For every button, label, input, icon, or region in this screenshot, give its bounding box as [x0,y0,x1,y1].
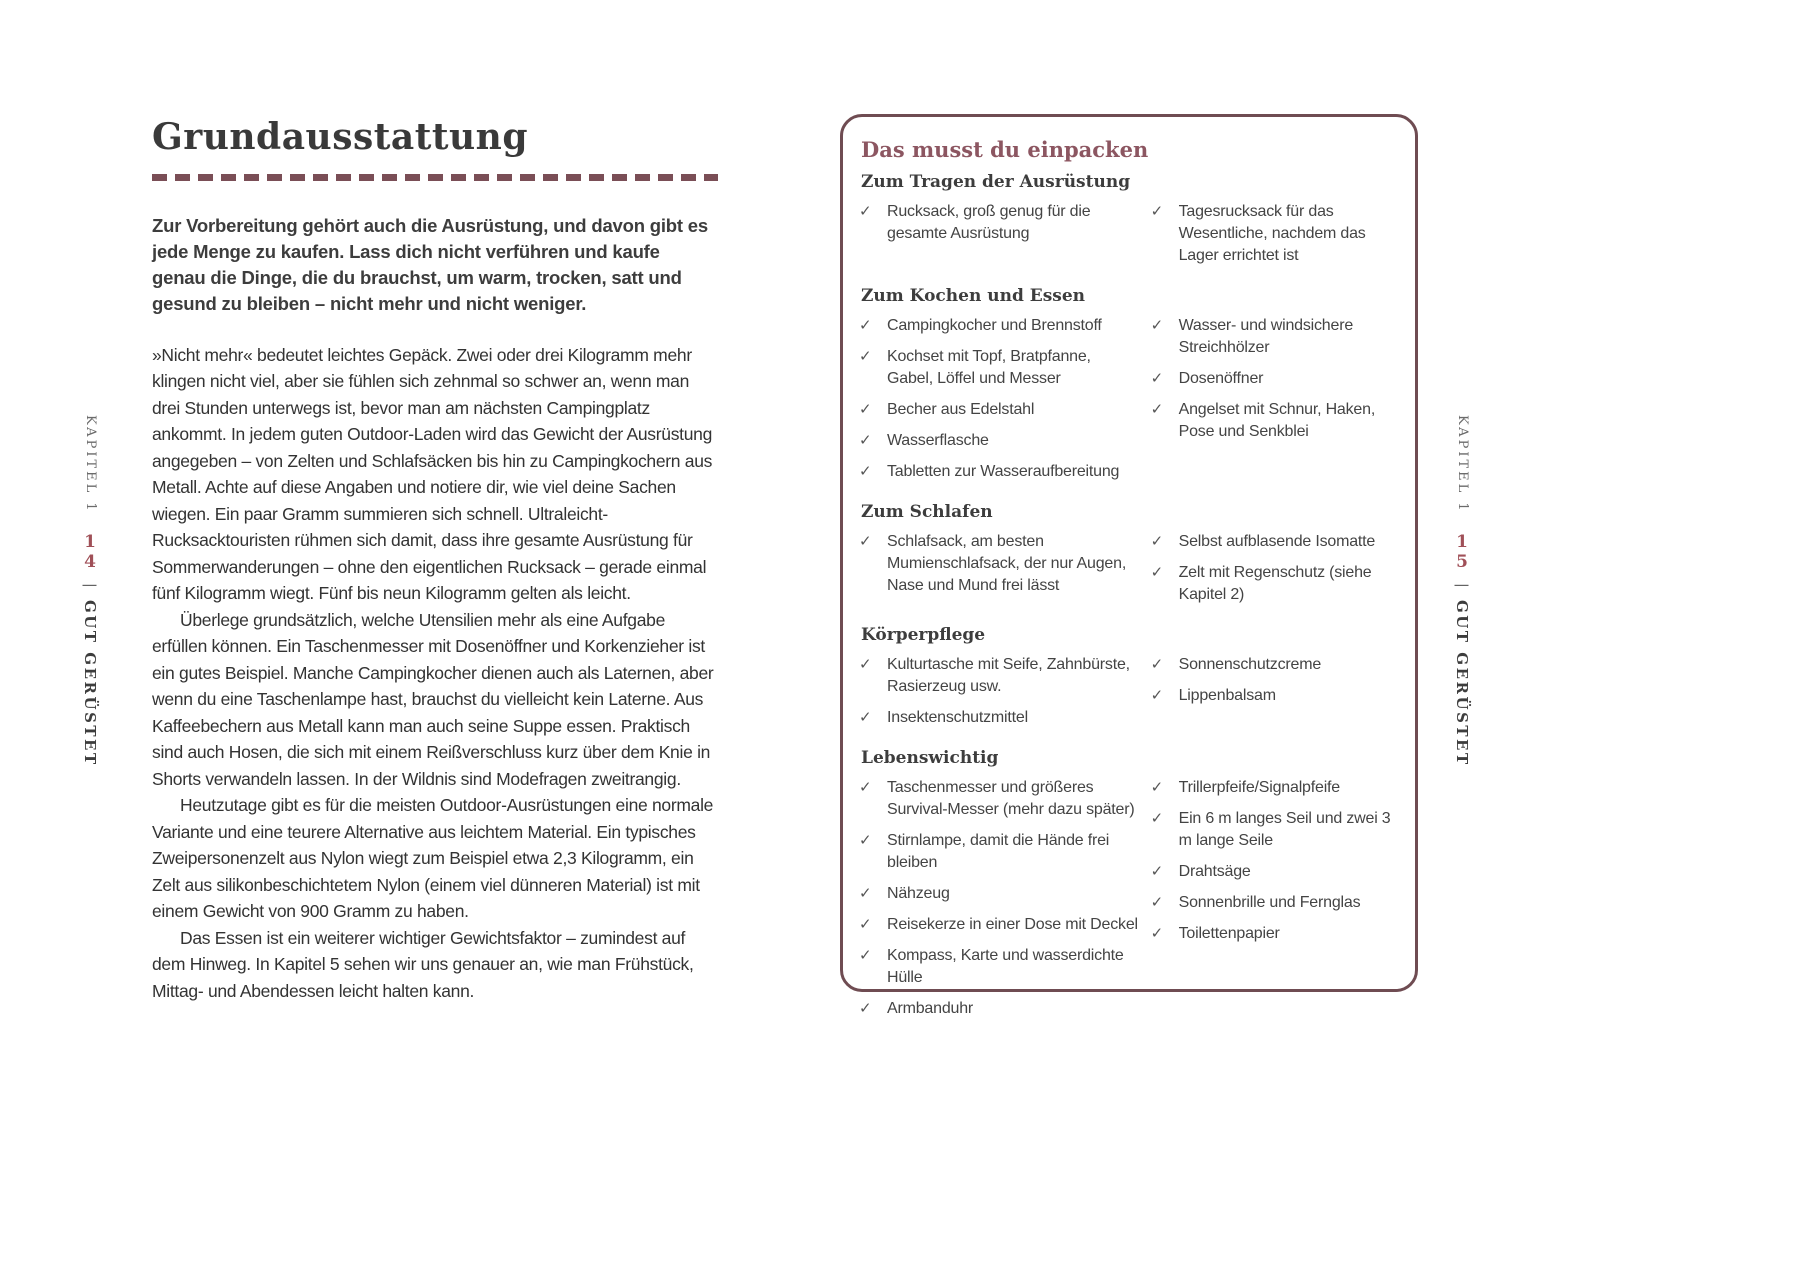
checklist-item-text: Kochset mit Topf, Bratpfanne, Gabel, Löffel und Messer [887,348,1091,387]
checkmark-icon: ✓ [859,779,872,796]
checklist-item-text: Rucksack, groß genug für die gesamte Ausrüstung [887,203,1091,242]
checklist-item-text: Reisekerze in einer Dose mit Deckel [887,916,1138,933]
checklist-item-text: Kompass, Karte und wasserdichte Hülle [887,947,1124,986]
checklist-item [1151,923,1399,945]
chapter-title: GUT GERÜSTET [81,599,99,767]
checklist-item [859,346,1141,390]
checklist-item [1151,315,1399,359]
checklist-item-text: Kulturtasche mit Seife, Zahnbürste, Rasierzeug usw. [887,656,1130,695]
checklist-item [1151,685,1399,707]
checklist-item-text: Lippenbalsam [1178,687,1276,704]
checklist-column-right [1151,531,1399,615]
checklist-item [1151,399,1399,443]
checklist-column-right [1151,654,1399,738]
checklist-item [859,315,1141,337]
checklist-item-text: Insektenschutzmittel [887,709,1028,726]
checkmark-icon: ✓ [859,656,872,673]
checkmark-icon: ✓ [859,401,872,418]
checkmark-icon: ✓ [1150,533,1163,550]
checklist-item [1151,861,1399,883]
checklist-section [859,172,1399,276]
checklist-column-right [1151,315,1399,492]
checkmark-icon: ✓ [1150,317,1163,334]
checklist-item [1151,531,1399,553]
checklist-item-text: Sonnenschutzcreme [1178,656,1322,673]
right-page-margin-strip [1452,415,1472,767]
checklist-item [859,998,1141,1020]
checklist-item-text: Taschenmesser und größeres Survival-Messer (mehr dazu später) [887,779,1135,818]
checklist-item [859,777,1141,821]
checklist-item-text: Angelset mit Schnur, Haken, Pose und Senkblei [1178,401,1376,440]
checklist-item [1151,201,1399,267]
checklist-item-text: Zelt mit Regenschutz (siehe Kapitel 2) [1178,564,1372,603]
left-page-content [152,118,718,1004]
checklist-item-text: Wasser- und windsichere Streichhölzer [1178,317,1354,356]
checkmark-icon: ✓ [859,832,872,849]
checklist-item [859,945,1141,989]
checklist-item-text: Stirnlampe, damit die Hände frei bleiben [887,832,1110,871]
checklist-item [1151,654,1399,676]
checkmark-icon: ✓ [1150,779,1163,796]
checklist-column-left [859,531,1151,615]
chapter-title: GUT GERÜSTET [1453,599,1471,767]
section-heading: Körperpflege [861,625,986,645]
section-heading: Zum Schlafen [861,502,993,522]
checklist-item [859,531,1141,597]
checklist-item-text: Wasserflasche [887,432,989,449]
checklist-column-right [1151,201,1399,276]
body-paragraphs [152,342,718,1005]
section-heading: Zum Kochen und Essen [861,286,1086,306]
checklist-column-left [859,201,1151,276]
checklist-section [859,502,1399,615]
checklist-item-text: Tagesrucksack für das Wesentliche, nachdem das Lager errichtet ist [1178,203,1366,264]
checkmark-icon: ✓ [859,432,872,449]
checkmark-icon: ✓ [859,463,872,480]
section-heading: Zum Tragen der Ausrüstung [861,172,1131,192]
checklist-column-left [859,315,1151,492]
checklist-item [859,654,1141,698]
checklist-item-text: Nähzeug [887,885,950,902]
checklist-section [859,748,1399,1029]
checklist-item [859,461,1141,483]
checklist-column-left [859,654,1151,738]
checklist-item [1151,777,1399,799]
page-title: Grundausstattung [152,116,528,158]
checklist-item [1151,808,1399,852]
checkmark-icon: ✓ [859,885,872,902]
checklist-item [859,707,1141,729]
checkmark-icon: ✓ [1150,203,1163,220]
checklist-item-text: Sonnenbrille und Fernglas [1178,894,1361,911]
separator-bar: | [1454,582,1470,588]
checkmark-icon: ✓ [1150,687,1163,704]
paragraph: Heutzutage gibt es für die meisten Outdoor-Ausrüstungen eine normale Variante und eine teurere Alternative aus leichtem Material. Ein typisches Zweipersonenzelt aus Nylon wiegt zum Beispiel etwa 2,3 Kilogramm, ein Zelt aus silikonbeschichtetem Nylon (einem viel dünneren Material) ist mit einem Gewicht von 900 Gramm zu haben. [152,795,714,922]
checklist-item-text: Ein 6 m langes Seil und zwei 3 m lange Seile [1178,810,1391,849]
checkmark-icon: ✓ [859,348,872,365]
checklist-item [859,399,1141,421]
checklist-item-text: Schlafsack, am besten Mumienschlafsack, der nur Augen, Nase und Mund frei lässt [887,533,1127,594]
intro-paragraph: Zur Vorbereitung gehört auch die Ausrüstung, und davon gibt es jede Menge zu kaufen. Lass dich nicht verführen und kaufe genau die Dinge, die du brauchst, um warm, trocken, satt und gesund zu bleiben – nicht mehr und nicht weniger. [152,214,708,314]
checkmark-icon: ✓ [859,916,872,933]
page-number: 15 [1452,532,1472,573]
checklist-item-text: Campingkocher und Brennstoff [887,317,1102,334]
paragraph: Überlege grundsätzlich, welche Utensilien mehr als eine Aufgabe erfüllen können. Ein Taschenmesser mit Dosenöffner und Korkenzieher ist ein gutes Beispiel. Manche Campingkocher dienen auch als Laternen, aber wenn du eine Taschenlampe hast, brauchst du vielleicht kein Laterne. Aus Kaffeebechern aus Metall kann man auch seine Suppe essen. Praktisch sind auch Hosen, die sich mit einem Reißverschluss kurz über dem Knie in Shorts verwandeln lassen. In der Wildnis sind Modefragen zweitrangig. [152,609,714,789]
checkmark-icon: ✓ [859,1000,872,1017]
kapitel-label: KAPITEL 1 [83,415,98,514]
checkmark-icon: ✓ [1150,810,1163,827]
checklist-item-text: Trillerpfeife/Signalpfeife [1178,779,1340,796]
checklist-item [859,201,1141,245]
checkmark-icon: ✓ [1150,401,1163,418]
checklist-item-text: Selbst aufblasende Isomatte [1178,533,1376,550]
checklist-box [840,114,1418,1017]
checkmark-icon: ✓ [859,709,872,726]
checklist-item-text: Toilettenpapier [1178,925,1280,942]
left-page-margin-strip [80,415,100,767]
section-heading: Lebenswichtig [861,748,999,768]
separator-bar: | [82,582,98,588]
checklist-box-title: Das musst du einpacken [861,137,1149,162]
checkmark-icon: ✓ [1150,564,1163,581]
checklist-column-left [859,777,1151,1029]
checklist-item-text: Armbanduhr [887,1000,974,1017]
checklist-item [859,883,1141,905]
checklist-item [859,914,1141,936]
checklist-item [859,830,1141,874]
paragraph: Das Essen ist ein weiterer wichtiger Gewichtsfaktor – zumindest auf dem Hinweg. In Kapitel 5 sehen wir uns genauer an, wie man Frühstück, Mittag- und Abendessen leicht halten kann. [152,927,694,1001]
checklist-item-text: Tabletten zur Wasseraufbereitung [887,463,1120,480]
checkmark-icon: ✓ [1150,370,1163,387]
checklist-item-text: Dosenöffner [1178,370,1264,387]
checkmark-icon: ✓ [1150,863,1163,880]
checklist-item [859,430,1141,452]
checkmark-icon: ✓ [1150,894,1163,911]
checklist-section [859,286,1399,492]
checklist-item [1151,562,1399,606]
page-number: 14 [80,532,100,573]
checklist-section [859,625,1399,738]
dashed-divider [152,174,718,181]
checkmark-icon: ✓ [1150,925,1163,942]
checkmark-icon: ✓ [859,317,872,334]
checkmark-icon: ✓ [859,203,872,220]
checklist-sections [859,172,1399,1029]
checkmark-icon: ✓ [859,533,872,550]
checkmark-icon: ✓ [1150,656,1163,673]
checklist-column-right [1151,777,1399,1029]
paragraph: »Nicht mehr« bedeutet leichtes Gepäck. Zwei oder drei Kilogramm mehr klingen nicht viel, aber sie fühlen sich zehnmal so schwer an, wenn man drei Stunden unterwegs ist, bevor man am nächsten Campingplatz ankommt. In jedem guten Outdoor-Laden wird das Gewicht der Ausrüstung angegeben – von Zelten und Schlafsäcken bis hin zu Campingkochern aus Metall. Achte auf diese Angaben und notiere dir, wie viel deine Sachen wiegen. Ein paar Gramm summieren sich schnell. Ultraleicht-Rucksacktouristen rühmen sich damit, dass ihre gesamte Ausrüstung für Sommerwanderungen – ohne den eigentlichen Rucksack – gerade einmal fünf Kilogramm wiegt. Fünf bis neun Kilogramm gelten als leicht. [152,344,713,604]
kapitel-label: KAPITEL 1 [1455,415,1470,514]
checklist-item-text: Becher aus Edelstahl [887,401,1035,418]
checklist-item [1151,892,1399,914]
checklist-item-text: Drahtsäge [1178,863,1251,880]
checkmark-icon: ✓ [859,947,872,964]
checklist-item [1151,368,1399,390]
